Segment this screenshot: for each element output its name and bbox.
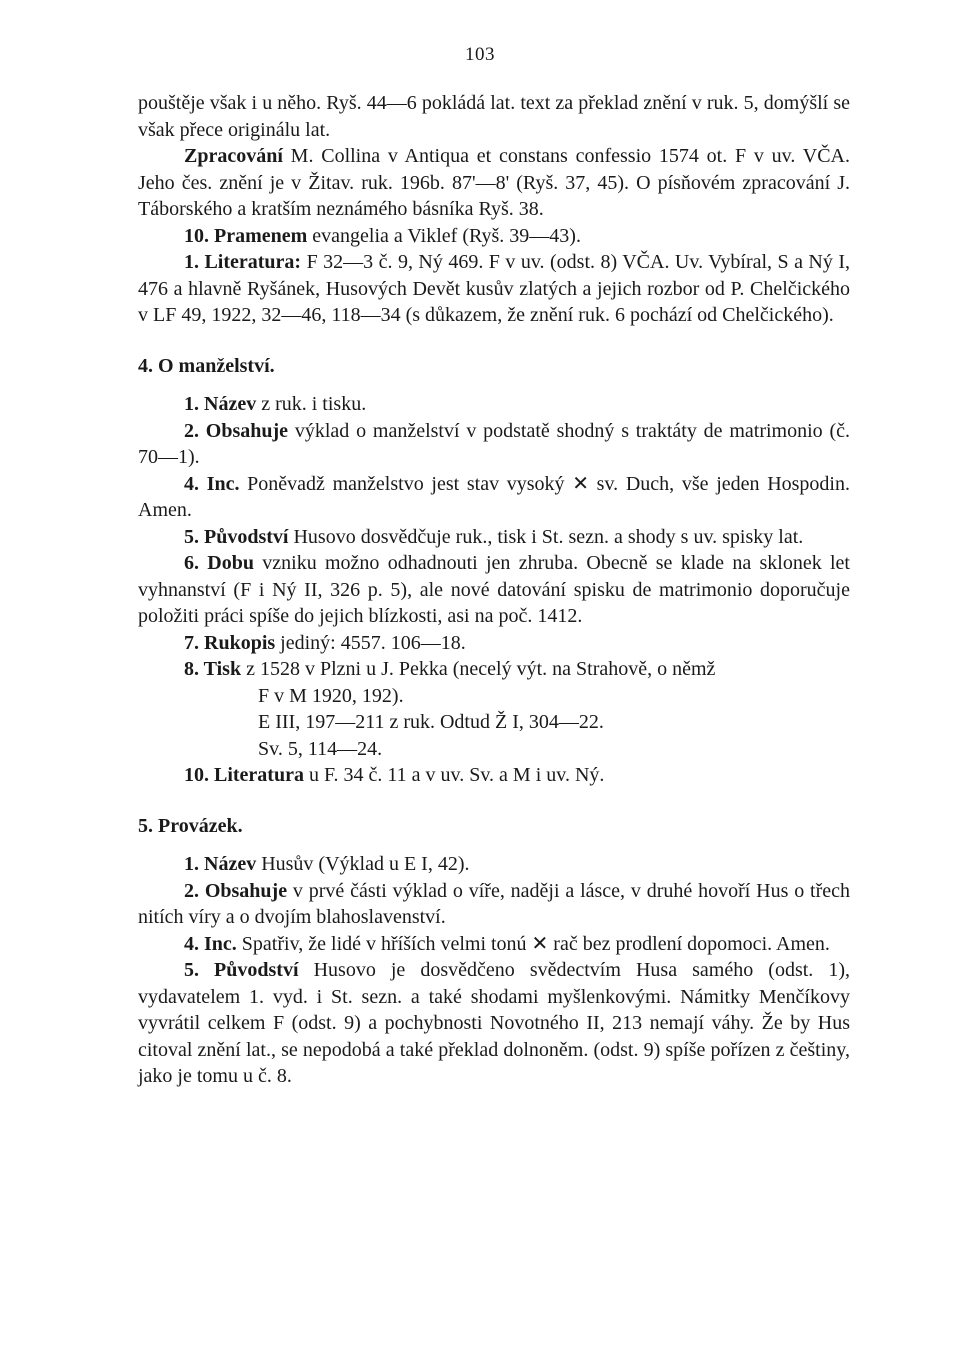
item-obsahuje [138,878,850,931]
tisk-line: Sv. 5, 114—24. [258,737,383,760]
item-lead: 7. Rukopis [184,631,276,654]
item-text: výklad o manželství v podstatě shodný s traktáty de matrimonio (č. 70—1). [138,419,851,468]
tisk-line: E III, 197—211 z ruk. Odtud Ž I, 304—22. [258,711,604,733]
item-lead: 10. Literatura [184,764,304,786]
item-nazev [138,851,850,878]
item-inc [138,931,850,958]
item-literatura [138,762,850,789]
item-text: z ruk. i tisku. [256,393,367,415]
item-inc [138,471,850,524]
paragraph-text: M. Collina v Antiqua et constans confessio 1574 ot. F v uv. VČA. Jeho čes. znění je v Žitav. ruk. 196b. 87'—8' (Ryš. 37, 45). O písňovém zpracování J. Táborského a kratším neznámého básníka Ryš. 38. [138,145,850,220]
item-text: Husovo je dosvědčeno svědectvím Husa samého (odst. 1), vydavatelem 1. vyd. i St. sezn. a také shodami myšlenkovými. Námitky Menčíkovy vyvrátil celkem F (odst. 9) a pochybnosti Novotného II, 213 nemají váhy. Že by Hus citoval znění lat., se nepodobá a také překlad dolnoněm. (odst. 9) spíše pořízen z češtiny, jako je tomu u č. 8. [138,959,851,1087]
item-tisk [138,656,850,683]
item-text: Husovo dosvědčuje ruk., tisk i St. sezn. a shody s uv. spisky lat. [288,525,804,548]
paragraph-continuation [138,90,850,143]
item-text: vzniku možno odhadnouti jen zhruba. Obecně se klade na sklonek let vyhnanství (F i Ný II, 326 p. 5), ale nové datování spisku de matrimonio doporučuje položiti práci spíše do jejich blízkosti, asi na poč. 1412. [138,552,850,627]
paragraph-text: pouštěje však i u něho. Ryš. 44—6 pokládá lat. text za překlad znění v ruk. 5, domýšlí se však přece originálu lat. [138,92,850,141]
paragraph-pramenem [138,223,850,250]
item-lead: 1. Název [184,393,257,415]
item-text: u F. 34 č. 11 a v uv. Sv. a M i uv. Ný. [303,764,605,786]
page-number: 103 [465,44,495,65]
item-lead: 1. Název [184,853,257,875]
paragraph-lead: 10. Pramenem [184,224,308,247]
item-lead: 4. Inc. [184,932,237,955]
item-lead: 2. Obsahuje [184,419,289,442]
item-text: Spatřiv, že lidé v hříších velmi tonú ✕ rač bez prodlení dopomoci. Amen. [236,932,830,955]
paragraph-text: F 32—3 č. 9, Ný 469. F v uv. (odst. 8) VČA. Uv. Vybíral, S a Ný I, 476 a hlavně Ryšánek, Husových Devět kusův zlatých a jejich rozbor od P. Chelčického v LF 49, 1922, 32—46, 118—34 (s důkazem, že znění ruk. 6 pochází od Chelčického). [138,251,850,326]
item-dobu [138,550,850,630]
item-text: jediný: 4557. 106—18. [275,631,466,654]
item-text: Poněvadž manželstvo jest stav vysoký ✕ sv. Duch, vše jeden Hospodin. Amen. [138,472,850,521]
item-text: v prvé části výklad o víře, naději a lásce, v druhé hovoří Hus o třech nitích víry a o dvojím blahoslavenství. [138,879,850,928]
item-lead: 5. Původství [184,959,299,981]
paragraph-lead: Zpracování [184,145,283,167]
section-heading: 4. O manželství. [138,354,275,377]
section-heading: 5. Provázek. [138,814,243,837]
tisk-line: F v M 1920, 192). [258,684,404,707]
item-nazev [138,391,850,418]
item-puvodstvi [138,957,850,1090]
item-text: Husův (Výklad u E I, 42). [256,853,470,875]
paragraph-lead: 1. Literatura: [184,251,302,273]
item-rukopis [138,630,850,657]
item-lead: 2. Obsahuje [184,879,288,902]
item-lead: 6. Dobu [184,552,254,574]
item-lead: 4. Inc. [184,472,240,495]
item-obsahuje [138,418,850,471]
paragraph-zpracovani [138,143,850,223]
item-lead: 5. Původství [184,525,289,548]
paragraph-text: evangelia a Viklef (Ryš. 39—43). [307,224,581,247]
item-text: z 1528 v Plzni u J. Pekka (necelý výt. na Strahově, o němž [241,658,716,680]
paragraph-literatura [138,249,850,329]
page-body [138,90,850,1090]
item-puvodstvi [138,524,850,551]
item-lead: 8. Tisk [184,658,242,680]
